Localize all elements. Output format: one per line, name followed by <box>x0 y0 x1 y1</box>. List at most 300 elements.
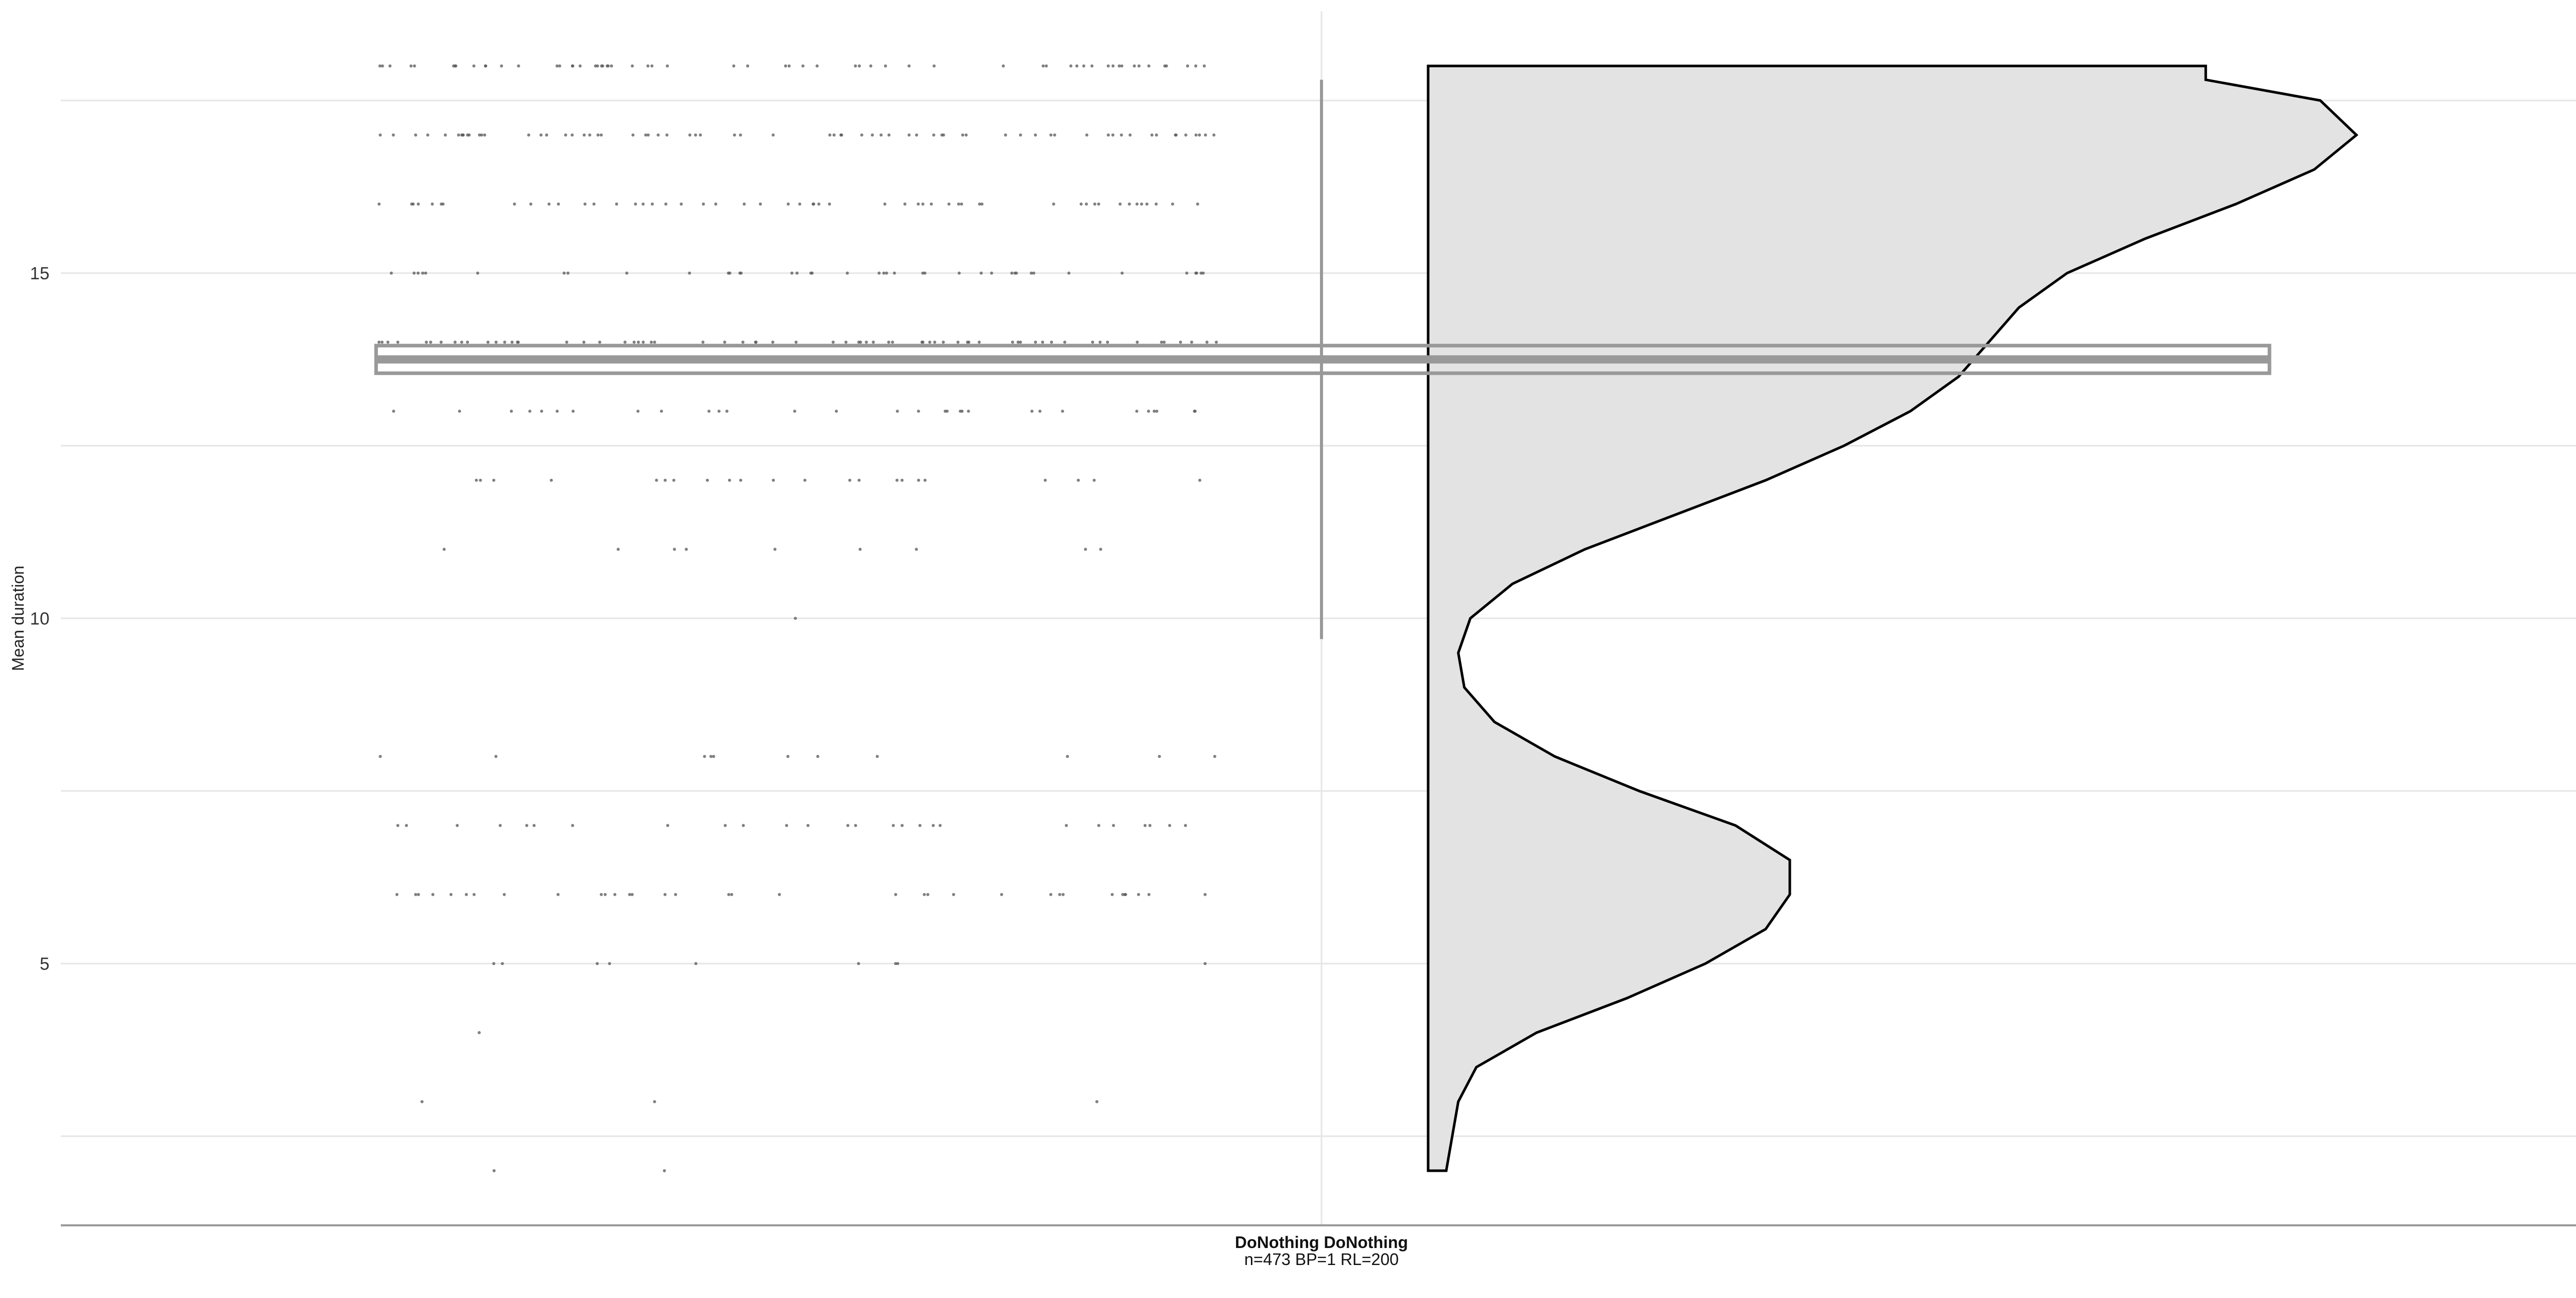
data-point <box>666 824 669 827</box>
data-point <box>431 203 434 206</box>
data-point <box>778 893 781 896</box>
data-point <box>1049 133 1053 137</box>
data-point <box>806 824 809 827</box>
data-point <box>1042 64 1045 68</box>
data-point <box>1084 548 1087 551</box>
data-point <box>915 133 918 137</box>
data-point <box>633 341 636 344</box>
data-point <box>420 1100 423 1103</box>
data-point <box>833 133 836 137</box>
data-point <box>636 410 639 413</box>
data-point <box>840 133 843 137</box>
data-point <box>396 341 399 344</box>
data-point <box>413 64 416 68</box>
data-point <box>746 64 749 68</box>
data-point <box>1144 824 1147 827</box>
data-point <box>888 133 891 137</box>
data-point <box>688 133 691 137</box>
data-point <box>917 479 920 482</box>
data-point <box>928 341 931 344</box>
data-point <box>631 64 634 68</box>
data-point <box>784 64 787 68</box>
data-point <box>739 479 742 482</box>
data-point <box>1204 133 1207 137</box>
data-point <box>1034 133 1037 137</box>
data-point <box>1066 755 1069 758</box>
data-point <box>492 962 495 965</box>
data-point <box>634 203 637 206</box>
data-point <box>466 133 469 137</box>
data-point <box>857 962 860 965</box>
data-point <box>617 548 620 551</box>
data-point <box>743 203 746 206</box>
data-point <box>628 893 631 896</box>
data-point <box>525 824 528 827</box>
data-point <box>1080 203 1083 206</box>
data-point <box>615 203 618 206</box>
data-point <box>901 479 904 482</box>
data-point <box>706 479 709 482</box>
data-point <box>883 272 886 275</box>
data-point <box>660 410 663 413</box>
data-point <box>1063 341 1066 344</box>
data-point <box>486 341 489 344</box>
data-point <box>980 272 983 275</box>
data-point <box>1184 824 1187 827</box>
data-point <box>787 203 790 206</box>
data-point <box>876 755 879 758</box>
data-point <box>712 755 715 758</box>
data-point <box>871 133 874 137</box>
data-point <box>1052 203 1055 206</box>
data-point <box>724 824 727 827</box>
data-point <box>944 410 947 413</box>
data-point <box>641 203 645 206</box>
data-point <box>828 203 831 206</box>
data-point <box>759 203 762 206</box>
data-point <box>1215 341 1218 344</box>
data-point <box>613 893 616 896</box>
data-point <box>930 203 933 206</box>
data-point <box>1058 893 1061 896</box>
data-point <box>1168 824 1171 827</box>
data-point <box>449 893 452 896</box>
data-point <box>600 64 603 68</box>
data-point <box>932 133 935 137</box>
data-point <box>548 203 551 206</box>
data-point <box>859 341 862 344</box>
data-point <box>527 133 530 137</box>
data-point <box>960 410 963 413</box>
data-point <box>921 203 924 206</box>
data-point <box>410 203 413 206</box>
data-point <box>582 341 585 344</box>
data-point <box>414 133 417 137</box>
data-point <box>685 548 688 551</box>
data-point <box>444 133 447 137</box>
data-point <box>772 479 775 482</box>
data-point <box>1039 410 1042 413</box>
data-point <box>1091 341 1094 344</box>
data-point <box>1201 272 1205 275</box>
data-point <box>476 272 479 275</box>
data-point <box>594 64 597 68</box>
data-point <box>379 755 382 758</box>
data-point <box>381 64 384 68</box>
data-point <box>884 64 887 68</box>
data-point <box>610 64 613 68</box>
data-point <box>887 341 890 344</box>
data-point <box>503 341 506 344</box>
data-point <box>702 203 705 206</box>
y-tick-labels <box>30 264 49 974</box>
data-point <box>1194 64 1197 68</box>
data-point <box>844 341 848 344</box>
data-point <box>952 893 955 896</box>
data-point <box>583 133 586 137</box>
data-point <box>964 133 968 137</box>
category-subtitle: n=473 BP=1 RL=200 <box>1244 1250 1399 1269</box>
data-point <box>707 410 710 413</box>
data-point <box>1093 203 1096 206</box>
data-point <box>378 203 381 206</box>
data-point <box>714 203 717 206</box>
data-point <box>877 272 880 275</box>
data-point <box>1097 203 1100 206</box>
data-point <box>378 341 381 344</box>
data-point <box>456 824 459 827</box>
data-point <box>604 893 607 896</box>
data-point <box>666 133 669 137</box>
data-point <box>440 203 443 206</box>
data-point <box>555 64 558 68</box>
data-point <box>426 133 429 137</box>
data-point <box>566 272 569 275</box>
data-point <box>1099 548 1102 551</box>
data-point <box>1163 341 1166 344</box>
data-point <box>495 341 498 344</box>
data-point <box>625 272 629 275</box>
data-point <box>1098 341 1101 344</box>
y-tick-label: 15 <box>30 264 49 283</box>
data-point <box>1198 479 1201 482</box>
data-point <box>556 893 560 896</box>
data-point <box>1050 341 1053 344</box>
data-point <box>511 341 514 344</box>
data-point <box>803 479 806 482</box>
data-point <box>540 410 543 413</box>
data-point <box>1136 341 1139 344</box>
data-point <box>1193 410 1196 413</box>
data-point <box>650 64 653 68</box>
data-point <box>869 64 872 68</box>
data-point <box>431 893 434 896</box>
data-point <box>931 824 935 827</box>
data-point <box>405 824 408 827</box>
data-point <box>968 341 971 344</box>
data-point <box>1137 893 1140 896</box>
data-point <box>466 341 469 344</box>
data-point <box>967 410 970 413</box>
data-point <box>1185 272 1189 275</box>
data-point <box>556 410 559 413</box>
data-point <box>742 824 745 827</box>
data-point <box>395 893 398 896</box>
data-point <box>457 133 460 137</box>
data-point <box>723 341 726 344</box>
data-point <box>479 479 482 482</box>
data-point <box>1203 64 1206 68</box>
data-point <box>933 64 936 68</box>
data-point <box>1011 341 1014 344</box>
data-point <box>848 479 851 482</box>
data-point <box>1196 203 1199 206</box>
data-point <box>663 1169 666 1172</box>
data-point <box>1004 133 1007 137</box>
data-point <box>664 893 667 896</box>
data-point <box>680 203 683 206</box>
data-point <box>1186 64 1189 68</box>
data-point <box>908 64 911 68</box>
data-point <box>417 203 420 206</box>
data-point <box>647 64 650 68</box>
data-point <box>1153 410 1156 413</box>
category-label: DoNothing DoNothing <box>1235 1233 1408 1252</box>
data-point <box>891 341 894 344</box>
data-point <box>1190 341 1193 344</box>
data-point <box>650 341 653 344</box>
data-point <box>872 341 875 344</box>
data-point <box>510 410 513 413</box>
data-point <box>1195 272 1198 275</box>
data-point <box>980 203 984 206</box>
data-point <box>990 272 993 275</box>
data-point <box>892 824 895 827</box>
data-point <box>858 479 861 482</box>
data-point <box>472 64 476 68</box>
data-point <box>739 133 742 137</box>
data-point <box>701 341 704 344</box>
data-point <box>1061 410 1064 413</box>
data-point <box>1204 962 1207 965</box>
data-point <box>828 133 832 137</box>
data-point <box>730 893 733 896</box>
data-point <box>1204 893 1207 896</box>
data-point <box>480 133 483 137</box>
data-point <box>786 755 789 758</box>
data-point <box>858 64 861 68</box>
data-point <box>1097 824 1100 827</box>
data-point <box>533 824 536 827</box>
data-point <box>501 962 504 965</box>
data-point <box>1015 272 1018 275</box>
data-point <box>545 133 548 137</box>
data-point <box>1106 341 1109 344</box>
data-point <box>1213 755 1216 758</box>
data-point <box>439 341 443 344</box>
data-point <box>879 133 883 137</box>
data-point <box>908 133 911 137</box>
data-point <box>732 64 735 68</box>
data-point <box>1000 893 1003 896</box>
data-point <box>460 341 463 344</box>
data-point <box>1184 133 1188 137</box>
data-point <box>600 133 603 137</box>
data-point <box>528 410 531 413</box>
data-point <box>1070 64 1073 68</box>
data-point <box>771 341 774 344</box>
data-point <box>500 64 503 68</box>
data-point <box>550 479 553 482</box>
data-point <box>816 64 819 68</box>
data-point <box>919 824 922 827</box>
data-point <box>958 272 961 275</box>
data-point <box>1032 272 1036 275</box>
data-point <box>453 341 456 344</box>
data-point <box>1010 272 1013 275</box>
data-point <box>1158 755 1161 758</box>
data-point <box>860 133 863 137</box>
data-point <box>1138 64 1141 68</box>
data-point <box>596 962 599 965</box>
data-point <box>924 479 927 482</box>
data-point <box>475 479 478 482</box>
data-point <box>484 64 487 68</box>
data-point <box>846 272 849 275</box>
grid-lines <box>61 100 2576 1136</box>
data-point <box>495 755 498 758</box>
y-tick-label: 5 <box>40 954 49 974</box>
data-point <box>895 479 899 482</box>
data-point <box>926 893 929 896</box>
data-point <box>1086 133 1089 137</box>
data-point <box>718 410 721 413</box>
data-point <box>673 548 676 551</box>
data-point <box>933 341 936 344</box>
data-point <box>651 203 654 206</box>
data-point <box>465 893 468 896</box>
data-point <box>688 272 691 275</box>
data-point <box>1095 1100 1098 1103</box>
data-point <box>788 64 791 68</box>
data-point <box>785 824 788 827</box>
data-point <box>571 824 574 827</box>
data-point <box>396 824 399 827</box>
data-point <box>835 410 838 413</box>
data-point <box>379 133 382 137</box>
data-point <box>516 341 519 344</box>
data-point <box>429 341 432 344</box>
data-point <box>816 755 819 758</box>
data-point <box>565 341 568 344</box>
data-point <box>1107 133 1110 137</box>
data-point <box>493 1169 496 1172</box>
data-point <box>588 133 591 137</box>
data-point <box>454 64 457 68</box>
data-point <box>741 341 744 344</box>
data-point <box>901 824 904 827</box>
data-point <box>798 203 801 206</box>
data-point <box>424 272 427 275</box>
data-point <box>947 203 951 206</box>
data-point <box>1093 479 1096 482</box>
data-point <box>884 203 887 206</box>
data-point <box>942 341 945 344</box>
data-point <box>483 133 486 137</box>
data-point <box>425 341 428 344</box>
data-point <box>1062 893 1065 896</box>
data-point <box>1171 203 1174 206</box>
data-point <box>727 893 731 896</box>
data-point <box>417 893 420 896</box>
data-point <box>961 133 964 137</box>
data-point <box>755 341 758 344</box>
data-point <box>1147 893 1150 896</box>
data-point <box>854 64 857 68</box>
data-point <box>632 133 635 137</box>
data-point <box>414 893 417 896</box>
data-point <box>1147 64 1150 68</box>
data-point <box>1117 64 1121 68</box>
data-point <box>517 64 520 68</box>
data-point <box>859 548 862 551</box>
data-point <box>1107 64 1110 68</box>
data-point <box>1212 133 1215 137</box>
data-point <box>655 479 658 482</box>
data-point <box>664 203 667 206</box>
data-point <box>865 341 868 344</box>
data-point <box>1077 479 1080 482</box>
data-point <box>1136 203 1139 206</box>
data-point <box>773 548 776 551</box>
data-point <box>571 64 574 68</box>
data-point <box>1049 893 1053 896</box>
data-point <box>846 824 850 827</box>
data-point <box>1150 133 1154 137</box>
data-point <box>1120 133 1123 137</box>
data-point <box>666 64 669 68</box>
data-point <box>1148 824 1151 827</box>
data-point <box>1140 203 1143 206</box>
data-point <box>492 479 495 482</box>
data-point <box>653 1100 656 1103</box>
data-point <box>812 203 815 206</box>
data-point <box>1030 410 1033 413</box>
data-point <box>1128 203 1131 206</box>
data-point <box>810 272 814 275</box>
data-point <box>699 133 702 137</box>
data-point <box>637 341 640 344</box>
data-point <box>386 341 389 344</box>
data-point <box>1067 272 1071 275</box>
data-point <box>1044 479 1047 482</box>
data-point <box>657 133 660 137</box>
data-point <box>1206 341 1209 344</box>
data-point <box>608 962 611 965</box>
data-point <box>1145 203 1148 206</box>
data-point <box>623 341 626 344</box>
y-tick-label: 10 <box>30 609 49 629</box>
data-point <box>1065 824 1068 827</box>
data-point <box>390 272 393 275</box>
data-point <box>1111 893 1114 896</box>
data-point <box>647 133 650 137</box>
data-point <box>832 341 835 344</box>
data-point <box>513 203 516 206</box>
data-point <box>539 133 543 137</box>
data-point <box>1118 203 1122 206</box>
data-point <box>794 617 797 620</box>
